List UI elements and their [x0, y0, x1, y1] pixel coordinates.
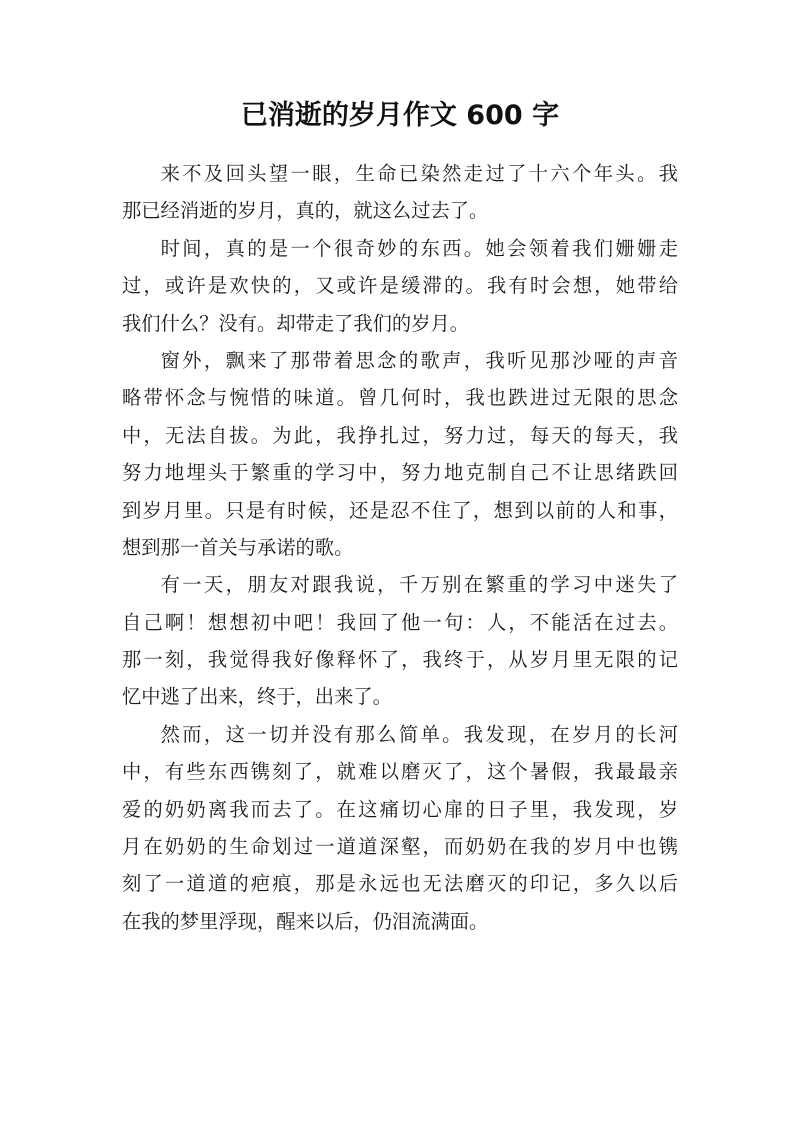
page-title: 已消逝的岁月作文 600 字	[240, 100, 560, 131]
paragraph-2	[122, 230, 678, 342]
paragraph-1	[122, 155, 678, 230]
text-line: 想到那一首关与承诺的歌。	[122, 535, 354, 559]
text-line: 那已经消逝的岁月，真的，就这么过去了。	[122, 199, 489, 223]
text-line: 到岁月里。只是有时候，还是忍不住了，想到以前的人和事，	[122, 498, 678, 522]
text-line: 来不及回头望一眼，生命已染然走过了十六个年头。我	[160, 162, 678, 185]
text-line: 忆中逃了出来，终于，出来了。	[122, 685, 392, 709]
text-line: 我们什么？没有。却带走了我们的岁月。	[122, 311, 470, 335]
text-line: 中，有些东西镌刻了，就难以磨灭了，这个暑假，我最最亲	[122, 760, 678, 784]
text-line: 那一刻，我觉得我好像释怀了，我终于，从岁月里无限的记	[122, 648, 678, 672]
paragraph-4	[122, 566, 678, 716]
text-line: 中，无法自拔。为此，我挣扎过，努力过，每天的每天，我	[122, 423, 678, 447]
text-line: 月在奶奶的生命划过一道道深壑，而奶奶在我的岁月中也镌	[122, 835, 678, 859]
text-line: 努力地埋头于繁重的学习中，努力地克制自己不让思绪跌回	[122, 461, 678, 485]
paragraph-5	[122, 716, 678, 940]
text-line: 在我的梦里浮现，醒来以后，仍泪流满面。	[122, 909, 489, 933]
text-line: 然而，这一切并没有那么简单。我发现，在岁月的长河	[160, 722, 678, 746]
text-line: 爱的奶奶离我而去了。在这痛切心扉的日子里，我发现，岁	[122, 797, 678, 821]
text-line: 时间，真的是一个很奇妙的东西。她会领着我们姗姗走	[160, 236, 678, 260]
text-line: 自己啊！想想初中吧！我回了他一句：人，不能活在过去。	[122, 610, 678, 634]
text-line: 刻了一道道的疤痕，那是永远也无法磨灭的印记，多久以后	[122, 872, 678, 896]
text-line: 过，或许是欢快的，又或许是缓滞的。我有时会想，她带给	[122, 274, 678, 298]
paragraph-3	[122, 342, 678, 566]
text-line: 略带怀念与惋惜的味道。曾几何时，我也跌进过无限的思念	[122, 386, 678, 410]
essay-body	[122, 155, 678, 940]
text-line: 窗外，飘来了那带着思念的歌声，我听见那沙哑的声音	[160, 348, 678, 372]
text-line: 有一天，朋友对跟我说，千万别在繁重的学习中迷失了	[160, 573, 678, 597]
